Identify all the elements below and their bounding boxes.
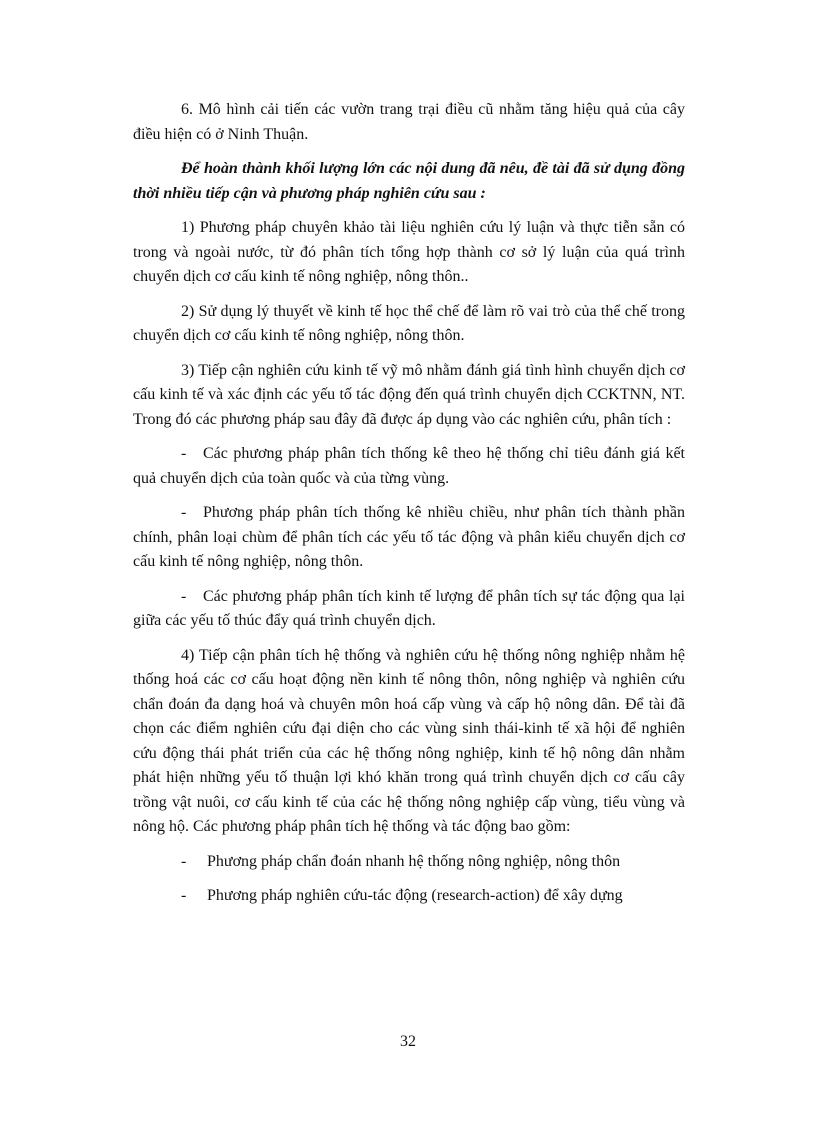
bullet-text: Phương pháp phân tích thống kê nhiều chiều, như phân tích thành phần chính, phân loại chùm để phân tích các yếu tố tác động và phân kiểu chuyển dịch cơ cấu kinh tế nông nghiệp, nông thôn. [133,504,685,570]
methods-heading: Để hoàn thành khối lượng lớn các nội dung đã nêu, đề tài đã sử dụng đồng thời nhiều tiếp cận và phương pháp nghiên cứu sau : [133,160,685,202]
bullet-econometric-analysis [133,585,685,634]
bullet-text: Các phương pháp phân tích thống kê theo hệ thống chỉ tiêu đánh giá kết quả chuyển dịch của toàn quốc và của từng vùng. [133,445,685,487]
bullet-multivariate-analysis [133,501,685,575]
paragraph-method-2: 2) Sử dụng lý thuyết về kinh tế học thể chế để làm rõ vai trò của thể chế trong chuyển dịch cơ cấu kinh tế nông nghiệp, nông thôn. [133,302,685,344]
document-page [133,98,685,919]
bullet-text: Phương pháp chẩn đoán nhanh hệ thống nông nghiệp, nông thôn [207,852,621,870]
bullet-dash: - [181,445,187,462]
bullet-text: Phương pháp nghiên cứu-tác động (research-action) để xây dựng [207,887,623,904]
page-number: 32 [400,1033,416,1050]
bullet-research-action [133,884,685,909]
paragraph-item-6: 6. Mô hình cải tiến các vườn trang trại điều cũ nhằm tăng hiệu quả của cây điều hiện có ở Ninh Thuận. [133,101,685,143]
bullet-dash: - [181,504,187,521]
paragraph-method-4: 4) Tiếp cận phân tích hệ thống và nghiên cứu hệ thống nông nghiệp nhằm hệ thống hoá các cơ cấu hoạt động nền kinh tế nông thôn, nông nghiệp và nghiên cứu chẩn đoán đa dạng hoá và chuyên môn hoá cấp vùng và cấp hộ nông dân. Để tài đã chọn các điểm nghiên cứu đại diện cho các vùng sinh thái-kinh tế xã hội để nghiên cứu động thái phát triển của các hệ thống nông nghiệp, kinh tế hộ nông dân nhằm phát hiện những yếu tố thuận lợi khó khăn trong quá trình chuyển dịch cơ cấu cây trồng vật nuôi, cơ cấu kinh tế của các hệ thống nông nghiệp cấp vùng, tiểu vùng và nông hộ. Các phương pháp phân tích hệ thống và tác động bao gồm: [133,646,685,835]
bullet-rapid-diagnosis [133,850,685,875]
bullet-dash: - [181,887,187,904]
bullet-dash: - [181,587,187,605]
bullet-statistical-analysis [133,442,685,491]
bullet-text: Các phương pháp phân tích kinh tế lượng để phân tích sự tác động qua lại giữa các yếu tố thúc đẩy quá trình chuyển dịch. [133,587,685,629]
paragraph-method-3: 3) Tiếp cận nghiên cứu kinh tế vỹ mô nhằm đánh giá tình hình chuyển dịch cơ cấu kinh tế và xác định các yếu tố tác động đến quá trình chuyển dịch CCKTNN, NT. Trong đó các phương pháp sau đây đã được áp dụng vào các nghiên cứu, phân tích : [133,361,685,428]
bullet-dash: - [181,852,187,870]
paragraph-method-1: 1) Phương pháp chuyên khảo tài liệu nghiên cứu lý luận và thực tiễn sẵn có trong và ngoài nước, từ đó phân tích tổng hợp thành cơ sở lý luận của quá trình chuyển dịch cơ cấu kinh tế nông nghiệp, nông thôn.. [133,219,685,285]
